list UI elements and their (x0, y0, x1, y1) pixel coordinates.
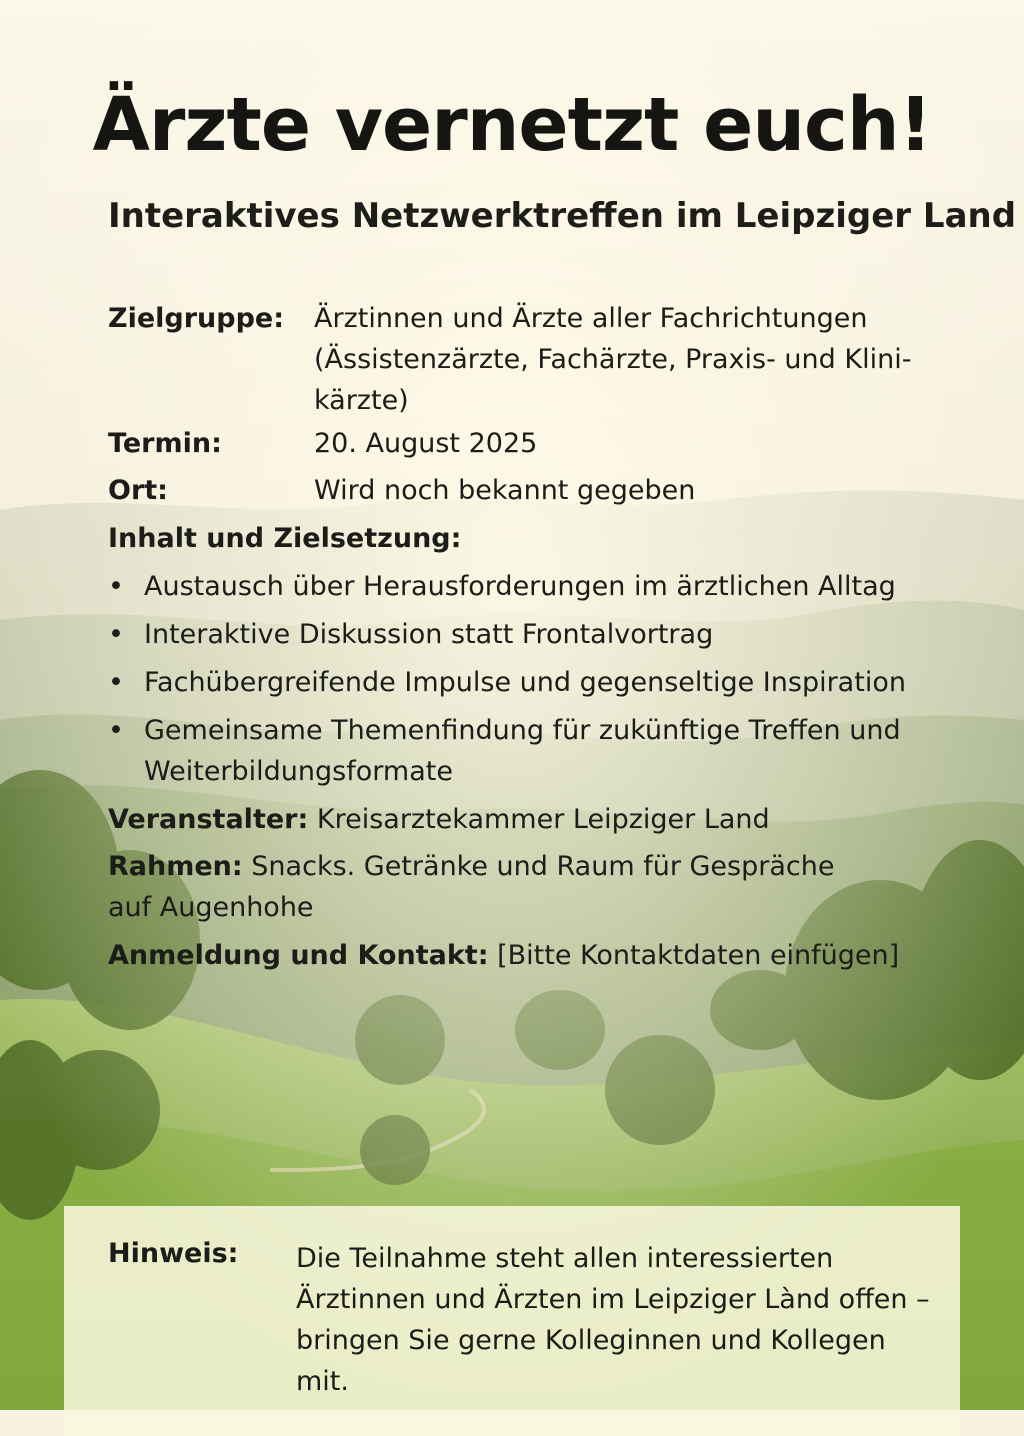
anmeldung-row (108, 935, 899, 976)
ort-value: Wird noch bekannt gegeben (314, 475, 696, 506)
note-label: Hinweis: (108, 1238, 239, 1269)
zielgruppe-line-1: Ärztinnen und Ärzte aller Fachrichtungen (314, 303, 868, 334)
zielgruppe-row (108, 298, 938, 422)
list-item: • Gemeinsame Themenfindung für zukünftige Treffen und Weiterbildungsformate (108, 710, 928, 792)
page-subtitle: Interaktives Netzwerktreffen im Leipziger Land (108, 196, 1017, 236)
ort-row (108, 470, 938, 511)
ort-label: Ort: (108, 475, 168, 506)
note-text: Die Teilnahme steht allen interessierten Ärztinnen und Ärzten im Leipziger Lànd offen – bringen Sie gerne Kolleginnen und Kollegen mit. (296, 1243, 930, 1397)
zielgruppe-label: Zielgruppe: (108, 303, 285, 334)
inhalt-heading (108, 518, 461, 559)
termin-row (108, 423, 938, 464)
termin-value: 20. August 2025 (314, 428, 538, 459)
list-item: • Austausch über Herausforderungen im ärztlichen Alltag (108, 566, 928, 607)
zielgruppe-value (314, 298, 934, 421)
veranstalter-value: Kreisarztekammer Leipziger Land (316, 804, 770, 835)
note-box (64, 1206, 960, 1436)
rahmen-value-line-1: Snacks. Getränke und Raum für Gespräche (251, 851, 835, 882)
list-item: • Interaktive Diskussion statt Frontalvortrag (108, 614, 928, 655)
rahmen-label: Rahmen: (108, 851, 243, 882)
rahmen-value-line-2: auf Augenhohe (108, 892, 314, 923)
inhalt-label: Inhalt und Zielsetzung: (108, 523, 462, 554)
rahmen-row (108, 846, 834, 928)
anmeldung-label: Anmeldung und Kontakt: (108, 940, 489, 971)
anmeldung-value: [Bitte Kontaktdaten einfügen] (497, 940, 900, 971)
veranstalter-label: Veranstalter: (108, 804, 309, 835)
zielgruppe-line-3: kärzte) (314, 385, 409, 416)
zielgruppe-line-2: (Ässistenzärzte, Fachärzte, Praxis- und Klini- (314, 344, 912, 375)
termin-label: Termin: (108, 428, 222, 459)
list-item: • Fachübergreifende Impulse und gegenseltige Inspiration (108, 662, 928, 703)
veranstalter-row (108, 799, 770, 840)
goals-list (108, 566, 928, 799)
page-title: Ärzte vernetzt euch! (92, 82, 932, 168)
